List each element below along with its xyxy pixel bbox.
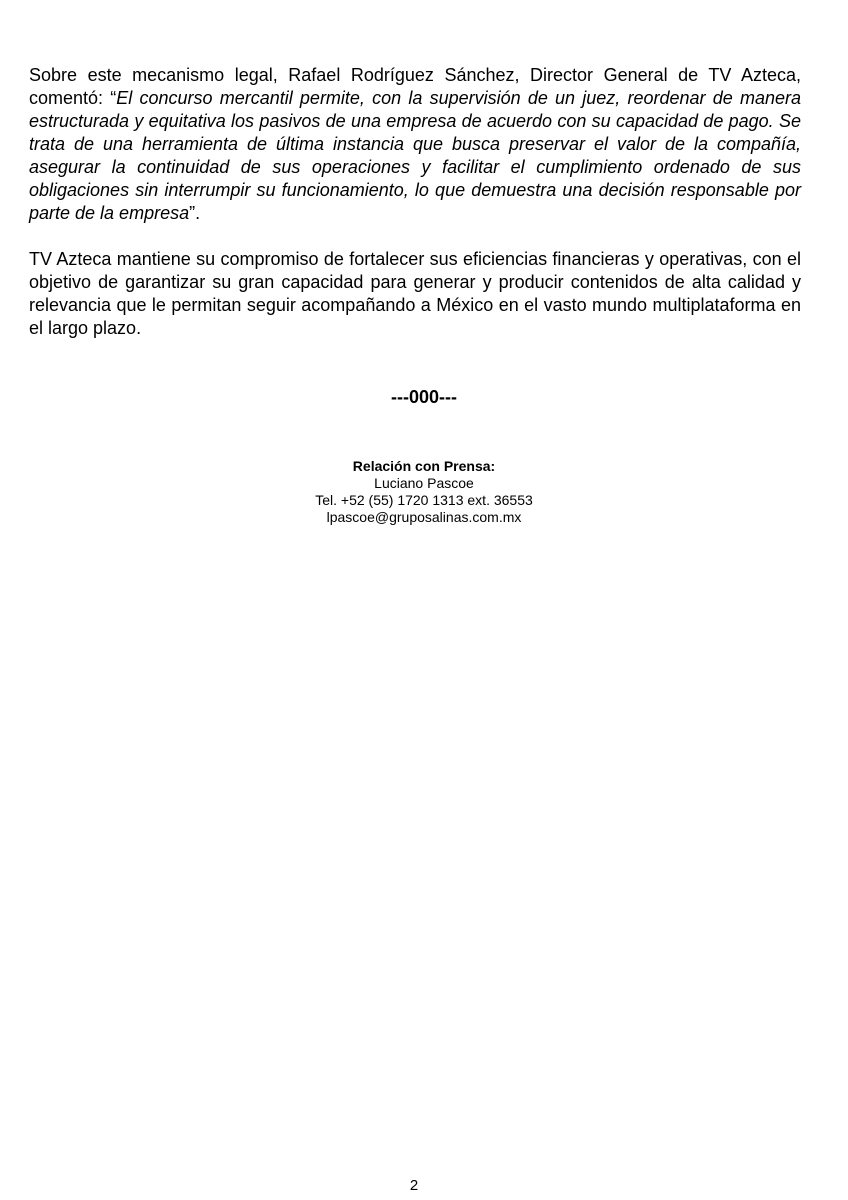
ceo-quote: El concurso mercantil permite, con la supervisión de un juez, reordenar de manera estructurada y equitativa los pasivos de una empresa de acuerdo con su capacidad de pago. Se trata de una herramienta de última instancia que busca preservar el valor de la compañía, asegurar la continuidad de sus operaciones y facilitar el cumplimiento ordenado de sus obligaciones sin interrumpir su funcionamiento, lo que demuestra una decisión responsable por parte de la empresa xyxy=(29,88,801,223)
paragraph-ceo-statement xyxy=(29,64,801,225)
press-contact-name: Luciano Pascoe xyxy=(374,475,474,491)
paragraph-commitment: TV Azteca mantiene su compromiso de fortalecer sus eficiencias financieras y operativas, con el objetivo de garantizar su gran capacidad para generar y producir contenidos de alta calidad y relevancia que le permitan seguir acompañando a México en el vasto mundo multiplataforma en el largo plazo. xyxy=(29,249,801,338)
statement-outro: ”. xyxy=(189,203,201,223)
press-contact-phone: Tel. +52 (55) 1720 1313 ext. 36553 xyxy=(315,492,533,508)
press-contact-email: lpascoe@gruposalinas.com.mx xyxy=(326,509,522,525)
page-number: 2 xyxy=(409,1177,419,1194)
section-separator: ---000--- xyxy=(391,387,457,407)
statement-intro: Sobre este mecanismo legal, Rafael Rodríguez Sánchez, Director General de TV Azteca, comentó: “ xyxy=(29,65,801,108)
press-contact-block xyxy=(0,458,848,526)
press-contact-heading: Relación con Prensa: xyxy=(352,458,496,474)
